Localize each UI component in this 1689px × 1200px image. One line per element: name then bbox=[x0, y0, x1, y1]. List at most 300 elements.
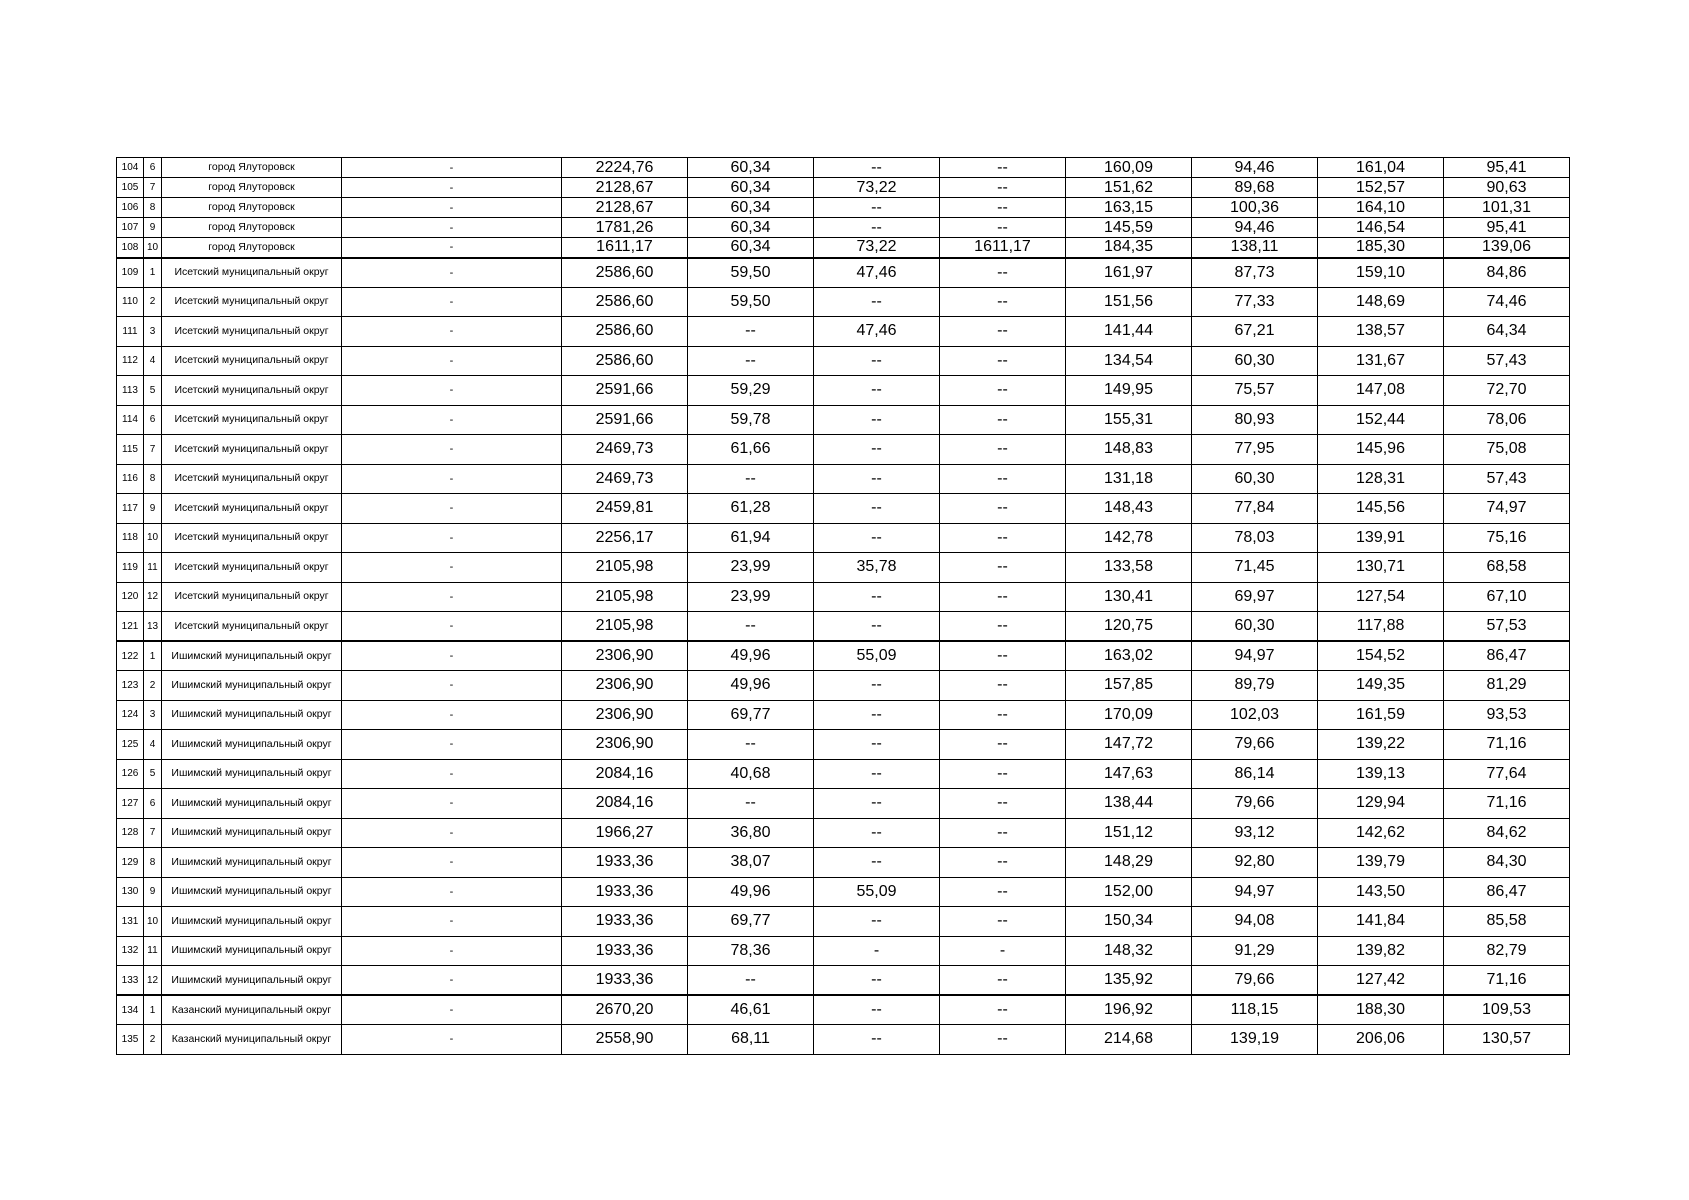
cell-v5: 163,15 bbox=[1066, 198, 1192, 218]
cell-v7: 141,84 bbox=[1318, 907, 1444, 937]
cell-n2: 4 bbox=[144, 730, 162, 760]
cell-v5: 138,44 bbox=[1066, 789, 1192, 819]
cell-n2: 10 bbox=[144, 523, 162, 553]
cell-v2: 49,96 bbox=[688, 877, 814, 907]
cell-v7: 159,10 bbox=[1318, 258, 1444, 288]
cell-v5: 151,62 bbox=[1066, 178, 1192, 198]
cell-v5: 170,09 bbox=[1066, 700, 1192, 730]
cell-v5: 135,92 bbox=[1066, 966, 1192, 996]
cell-v1: 2591,66 bbox=[562, 376, 688, 406]
table-row bbox=[117, 218, 1570, 238]
cell-v2: 69,77 bbox=[688, 700, 814, 730]
cell-v7: 139,13 bbox=[1318, 759, 1444, 789]
cell-v1: 1933,36 bbox=[562, 936, 688, 966]
cell-v7: 152,44 bbox=[1318, 405, 1444, 435]
cell-v5: 163,02 bbox=[1066, 641, 1192, 671]
cell-v4: -- bbox=[940, 287, 1066, 317]
cell-v3: -- bbox=[814, 789, 940, 819]
cell-v3: -- bbox=[814, 848, 940, 878]
cell-n1: 119 bbox=[117, 553, 144, 583]
cell-v3: -- bbox=[814, 158, 940, 178]
cell-v5: 155,31 bbox=[1066, 405, 1192, 435]
cell-v6: 77,33 bbox=[1192, 287, 1318, 317]
cell-n1: 120 bbox=[117, 582, 144, 612]
table-row bbox=[117, 641, 1570, 671]
cell-v1: 2459,81 bbox=[562, 494, 688, 524]
cell-v6: 67,21 bbox=[1192, 317, 1318, 347]
cell-v3: -- bbox=[814, 966, 940, 996]
cell-v6: 75,57 bbox=[1192, 376, 1318, 406]
cell-v8: 95,41 bbox=[1444, 158, 1570, 178]
cell-v6: 92,80 bbox=[1192, 848, 1318, 878]
cell-v7: 152,57 bbox=[1318, 178, 1444, 198]
cell-v7: 147,08 bbox=[1318, 376, 1444, 406]
cell-n2: 12 bbox=[144, 966, 162, 996]
cell-v5: 142,78 bbox=[1066, 523, 1192, 553]
cell-v2: 59,29 bbox=[688, 376, 814, 406]
cell-name: Казанский муниципальный округ bbox=[162, 1025, 342, 1055]
cell-v6: 94,97 bbox=[1192, 641, 1318, 671]
cell-v2: 49,96 bbox=[688, 641, 814, 671]
cell-n1: 127 bbox=[117, 789, 144, 819]
cell-v4: -- bbox=[940, 995, 1066, 1025]
cell-v1: 2256,17 bbox=[562, 523, 688, 553]
cell-v8: 71,16 bbox=[1444, 789, 1570, 819]
cell-v6: 77,84 bbox=[1192, 494, 1318, 524]
table-row bbox=[117, 818, 1570, 848]
table-row bbox=[117, 464, 1570, 494]
cell-col4: - bbox=[342, 789, 562, 819]
cell-name: Исетский муниципальный округ bbox=[162, 553, 342, 583]
cell-v2: 59,50 bbox=[688, 287, 814, 317]
cell-name: Ишимский муниципальный округ bbox=[162, 700, 342, 730]
table-row bbox=[117, 995, 1570, 1025]
cell-v2: 61,66 bbox=[688, 435, 814, 465]
cell-v1: 2591,66 bbox=[562, 405, 688, 435]
cell-n1: 129 bbox=[117, 848, 144, 878]
cell-n2: 4 bbox=[144, 346, 162, 376]
cell-name: Исетский муниципальный округ bbox=[162, 464, 342, 494]
cell-v6: 89,79 bbox=[1192, 671, 1318, 701]
cell-v4: -- bbox=[940, 218, 1066, 238]
cell-v4: -- bbox=[940, 494, 1066, 524]
cell-n2: 8 bbox=[144, 198, 162, 218]
table-row bbox=[117, 178, 1570, 198]
cell-n1: 130 bbox=[117, 877, 144, 907]
cell-v7: 129,94 bbox=[1318, 789, 1444, 819]
cell-n1: 133 bbox=[117, 966, 144, 996]
cell-col4: - bbox=[342, 612, 562, 642]
cell-n2: 11 bbox=[144, 553, 162, 583]
cell-v2: 69,77 bbox=[688, 907, 814, 937]
cell-col4: - bbox=[342, 317, 562, 347]
cell-v5: 149,95 bbox=[1066, 376, 1192, 406]
cell-n1: 121 bbox=[117, 612, 144, 642]
cell-v3: -- bbox=[814, 730, 940, 760]
cell-v2: 60,34 bbox=[688, 238, 814, 258]
table-row bbox=[117, 158, 1570, 178]
cell-v8: 90,63 bbox=[1444, 178, 1570, 198]
cell-v1: 2224,76 bbox=[562, 158, 688, 178]
cell-v8: 84,30 bbox=[1444, 848, 1570, 878]
cell-col4: - bbox=[342, 198, 562, 218]
cell-name: Ишимский муниципальный округ bbox=[162, 818, 342, 848]
cell-col4: - bbox=[342, 494, 562, 524]
cell-v7: 143,50 bbox=[1318, 877, 1444, 907]
cell-name: Ишимский муниципальный округ bbox=[162, 966, 342, 996]
table-row bbox=[117, 789, 1570, 819]
tariff-table bbox=[116, 157, 1570, 1055]
cell-v2: 60,34 bbox=[688, 178, 814, 198]
table-row bbox=[117, 907, 1570, 937]
cell-n2: 3 bbox=[144, 700, 162, 730]
cell-v8: 75,16 bbox=[1444, 523, 1570, 553]
cell-name: Исетский муниципальный округ bbox=[162, 376, 342, 406]
cell-v5: 148,43 bbox=[1066, 494, 1192, 524]
cell-n2: 11 bbox=[144, 936, 162, 966]
cell-n1: 105 bbox=[117, 178, 144, 198]
table-row bbox=[117, 612, 1570, 642]
cell-col4: - bbox=[342, 178, 562, 198]
cell-v4: -- bbox=[940, 258, 1066, 288]
cell-name: Исетский муниципальный округ bbox=[162, 258, 342, 288]
cell-v1: 1933,36 bbox=[562, 877, 688, 907]
cell-name: Ишимский муниципальный округ bbox=[162, 641, 342, 671]
table-row bbox=[117, 848, 1570, 878]
cell-n2: 1 bbox=[144, 258, 162, 288]
cell-v4: -- bbox=[940, 198, 1066, 218]
cell-v5: 147,63 bbox=[1066, 759, 1192, 789]
cell-v8: 109,53 bbox=[1444, 995, 1570, 1025]
cell-v8: 139,06 bbox=[1444, 238, 1570, 258]
cell-v3: -- bbox=[814, 464, 940, 494]
cell-n1: 125 bbox=[117, 730, 144, 760]
cell-v2: 60,34 bbox=[688, 218, 814, 238]
cell-col4: - bbox=[342, 523, 562, 553]
cell-v2: 49,96 bbox=[688, 671, 814, 701]
cell-n2: 2 bbox=[144, 671, 162, 701]
cell-v8: 57,43 bbox=[1444, 464, 1570, 494]
cell-v7: 117,88 bbox=[1318, 612, 1444, 642]
cell-v8: 67,10 bbox=[1444, 582, 1570, 612]
cell-v7: 161,04 bbox=[1318, 158, 1444, 178]
cell-v5: 196,92 bbox=[1066, 995, 1192, 1025]
cell-v7: 127,42 bbox=[1318, 966, 1444, 996]
cell-n2: 10 bbox=[144, 238, 162, 258]
cell-col4: - bbox=[342, 435, 562, 465]
cell-v7: 149,35 bbox=[1318, 671, 1444, 701]
cell-v7: 161,59 bbox=[1318, 700, 1444, 730]
cell-n1: 114 bbox=[117, 405, 144, 435]
cell-col4: - bbox=[342, 759, 562, 789]
cell-v5: 148,32 bbox=[1066, 936, 1192, 966]
cell-v8: 72,70 bbox=[1444, 376, 1570, 406]
cell-v6: 79,66 bbox=[1192, 730, 1318, 760]
cell-v7: 146,54 bbox=[1318, 218, 1444, 238]
cell-v5: 141,44 bbox=[1066, 317, 1192, 347]
cell-v6: 80,93 bbox=[1192, 405, 1318, 435]
cell-v2: 61,94 bbox=[688, 523, 814, 553]
cell-name: город Ялуторовск bbox=[162, 238, 342, 258]
cell-v2: -- bbox=[688, 464, 814, 494]
cell-v4: -- bbox=[940, 700, 1066, 730]
cell-n1: 128 bbox=[117, 818, 144, 848]
cell-n1: 109 bbox=[117, 258, 144, 288]
cell-v2: 23,99 bbox=[688, 553, 814, 583]
cell-v8: 57,43 bbox=[1444, 346, 1570, 376]
cell-v3: -- bbox=[814, 582, 940, 612]
cell-v7: 139,79 bbox=[1318, 848, 1444, 878]
cell-v7: 188,30 bbox=[1318, 995, 1444, 1025]
cell-n2: 10 bbox=[144, 907, 162, 937]
cell-n2: 1 bbox=[144, 641, 162, 671]
cell-v5: 148,83 bbox=[1066, 435, 1192, 465]
cell-n1: 135 bbox=[117, 1025, 144, 1055]
cell-col4: - bbox=[342, 848, 562, 878]
cell-name: Ишимский муниципальный округ bbox=[162, 759, 342, 789]
cell-v6: 94,46 bbox=[1192, 218, 1318, 238]
cell-n1: 107 bbox=[117, 218, 144, 238]
cell-v5: 120,75 bbox=[1066, 612, 1192, 642]
cell-n2: 5 bbox=[144, 759, 162, 789]
cell-v5: 214,68 bbox=[1066, 1025, 1192, 1055]
cell-v6: 79,66 bbox=[1192, 789, 1318, 819]
cell-col4: - bbox=[342, 287, 562, 317]
cell-n1: 126 bbox=[117, 759, 144, 789]
cell-v6: 60,30 bbox=[1192, 346, 1318, 376]
cell-v4: 1611,17 bbox=[940, 238, 1066, 258]
cell-v1: 2128,67 bbox=[562, 178, 688, 198]
cell-v2: -- bbox=[688, 346, 814, 376]
cell-v3: -- bbox=[814, 346, 940, 376]
cell-v6: 87,73 bbox=[1192, 258, 1318, 288]
cell-n2: 2 bbox=[144, 1025, 162, 1055]
cell-name: Казанский муниципальный округ bbox=[162, 995, 342, 1025]
cell-v7: 130,71 bbox=[1318, 553, 1444, 583]
cell-n2: 7 bbox=[144, 178, 162, 198]
cell-v2: 61,28 bbox=[688, 494, 814, 524]
cell-name: Ишимский муниципальный округ bbox=[162, 671, 342, 701]
cell-col4: - bbox=[342, 1025, 562, 1055]
cell-col4: - bbox=[342, 641, 562, 671]
cell-v8: 85,58 bbox=[1444, 907, 1570, 937]
cell-v5: 145,59 bbox=[1066, 218, 1192, 238]
cell-v4: -- bbox=[940, 818, 1066, 848]
cell-n2: 5 bbox=[144, 376, 162, 406]
cell-v6: 94,46 bbox=[1192, 158, 1318, 178]
cell-v4: -- bbox=[940, 759, 1066, 789]
cell-v7: 139,22 bbox=[1318, 730, 1444, 760]
cell-n2: 6 bbox=[144, 789, 162, 819]
cell-name: Исетский муниципальный округ bbox=[162, 494, 342, 524]
cell-n1: 112 bbox=[117, 346, 144, 376]
cell-v8: 130,57 bbox=[1444, 1025, 1570, 1055]
cell-name: город Ялуторовск bbox=[162, 158, 342, 178]
cell-v7: 185,30 bbox=[1318, 238, 1444, 258]
cell-v7: 145,96 bbox=[1318, 435, 1444, 465]
cell-n1: 122 bbox=[117, 641, 144, 671]
cell-v4: -- bbox=[940, 553, 1066, 583]
cell-v1: 2105,98 bbox=[562, 582, 688, 612]
cell-v4: -- bbox=[940, 671, 1066, 701]
cell-col4: - bbox=[342, 258, 562, 288]
cell-v2: -- bbox=[688, 730, 814, 760]
table-row bbox=[117, 198, 1570, 218]
cell-col4: - bbox=[342, 907, 562, 937]
cell-n1: 117 bbox=[117, 494, 144, 524]
cell-v1: 2128,67 bbox=[562, 198, 688, 218]
cell-v8: 77,64 bbox=[1444, 759, 1570, 789]
cell-n2: 8 bbox=[144, 464, 162, 494]
table-row bbox=[117, 435, 1570, 465]
cell-v1: 2084,16 bbox=[562, 759, 688, 789]
cell-col4: - bbox=[342, 818, 562, 848]
cell-n2: 3 bbox=[144, 317, 162, 347]
cell-n1: 111 bbox=[117, 317, 144, 347]
cell-v4: -- bbox=[940, 582, 1066, 612]
cell-v8: 71,16 bbox=[1444, 966, 1570, 996]
cell-col4: - bbox=[342, 966, 562, 996]
cell-v8: 93,53 bbox=[1444, 700, 1570, 730]
cell-v6: 86,14 bbox=[1192, 759, 1318, 789]
cell-n1: 124 bbox=[117, 700, 144, 730]
cell-v1: 2084,16 bbox=[562, 789, 688, 819]
cell-v5: 133,58 bbox=[1066, 553, 1192, 583]
cell-name: Ишимский муниципальный округ bbox=[162, 907, 342, 937]
cell-v4: -- bbox=[940, 730, 1066, 760]
cell-v5: 160,09 bbox=[1066, 158, 1192, 178]
cell-v7: 206,06 bbox=[1318, 1025, 1444, 1055]
cell-v7: 131,67 bbox=[1318, 346, 1444, 376]
cell-v7: 139,82 bbox=[1318, 936, 1444, 966]
cell-name: Исетский муниципальный округ bbox=[162, 523, 342, 553]
cell-v4: -- bbox=[940, 877, 1066, 907]
cell-v3: 73,22 bbox=[814, 238, 940, 258]
cell-v5: 134,54 bbox=[1066, 346, 1192, 376]
cell-v7: 128,31 bbox=[1318, 464, 1444, 494]
cell-n1: 115 bbox=[117, 435, 144, 465]
cell-v2: 40,68 bbox=[688, 759, 814, 789]
cell-v3: -- bbox=[814, 700, 940, 730]
cell-v4: -- bbox=[940, 789, 1066, 819]
cell-v8: 84,62 bbox=[1444, 818, 1570, 848]
table-row bbox=[117, 258, 1570, 288]
cell-name: Исетский муниципальный округ bbox=[162, 317, 342, 347]
cell-v4: -- bbox=[940, 178, 1066, 198]
cell-v8: 68,58 bbox=[1444, 553, 1570, 583]
cell-n2: 6 bbox=[144, 405, 162, 435]
cell-v4: -- bbox=[940, 405, 1066, 435]
cell-name: город Ялуторовск bbox=[162, 178, 342, 198]
cell-v8: 101,31 bbox=[1444, 198, 1570, 218]
cell-v4: -- bbox=[940, 464, 1066, 494]
cell-v6: 79,66 bbox=[1192, 966, 1318, 996]
cell-col4: - bbox=[342, 995, 562, 1025]
cell-v3: -- bbox=[814, 405, 940, 435]
cell-v4: -- bbox=[940, 848, 1066, 878]
cell-n2: 9 bbox=[144, 494, 162, 524]
cell-v2: -- bbox=[688, 612, 814, 642]
cell-v3: 55,09 bbox=[814, 877, 940, 907]
cell-v7: 139,91 bbox=[1318, 523, 1444, 553]
cell-v5: 161,97 bbox=[1066, 258, 1192, 288]
cell-v1: 2586,60 bbox=[562, 317, 688, 347]
cell-v8: 74,46 bbox=[1444, 287, 1570, 317]
cell-v4: -- bbox=[940, 523, 1066, 553]
cell-v1: 1933,36 bbox=[562, 907, 688, 937]
cell-v8: 86,47 bbox=[1444, 641, 1570, 671]
cell-v6: 139,19 bbox=[1192, 1025, 1318, 1055]
table-row bbox=[117, 523, 1570, 553]
table-row bbox=[117, 317, 1570, 347]
cell-n2: 7 bbox=[144, 818, 162, 848]
cell-name: Исетский муниципальный округ bbox=[162, 582, 342, 612]
cell-v6: 102,03 bbox=[1192, 700, 1318, 730]
cell-v4: -- bbox=[940, 612, 1066, 642]
cell-v6: 91,29 bbox=[1192, 936, 1318, 966]
cell-v2: 60,34 bbox=[688, 198, 814, 218]
table-row bbox=[117, 1025, 1570, 1055]
cell-n2: 13 bbox=[144, 612, 162, 642]
table-row bbox=[117, 936, 1570, 966]
cell-n2: 1 bbox=[144, 995, 162, 1025]
cell-n1: 131 bbox=[117, 907, 144, 937]
cell-v2: -- bbox=[688, 317, 814, 347]
cell-n2: 9 bbox=[144, 218, 162, 238]
cell-n1: 113 bbox=[117, 376, 144, 406]
table-row bbox=[117, 376, 1570, 406]
cell-v4: -- bbox=[940, 346, 1066, 376]
cell-n1: 118 bbox=[117, 523, 144, 553]
table-row bbox=[117, 582, 1570, 612]
cell-v3: -- bbox=[814, 198, 940, 218]
cell-v4: -- bbox=[940, 376, 1066, 406]
cell-col4: - bbox=[342, 405, 562, 435]
cell-v4: -- bbox=[940, 641, 1066, 671]
cell-v3: -- bbox=[814, 671, 940, 701]
cell-v1: 1933,36 bbox=[562, 848, 688, 878]
cell-v4: -- bbox=[940, 435, 1066, 465]
cell-col4: - bbox=[342, 346, 562, 376]
table-row bbox=[117, 494, 1570, 524]
cell-v1: 2558,90 bbox=[562, 1025, 688, 1055]
cell-v8: 64,34 bbox=[1444, 317, 1570, 347]
cell-v6: 69,97 bbox=[1192, 582, 1318, 612]
cell-v6: 60,30 bbox=[1192, 612, 1318, 642]
cell-col4: - bbox=[342, 671, 562, 701]
cell-v7: 142,62 bbox=[1318, 818, 1444, 848]
cell-v8: 82,79 bbox=[1444, 936, 1570, 966]
cell-v1: 2586,60 bbox=[562, 287, 688, 317]
cell-v5: 147,72 bbox=[1066, 730, 1192, 760]
cell-v2: 68,11 bbox=[688, 1025, 814, 1055]
cell-v4: -- bbox=[940, 966, 1066, 996]
cell-v8: 57,53 bbox=[1444, 612, 1570, 642]
table-row bbox=[117, 730, 1570, 760]
cell-v7: 145,56 bbox=[1318, 494, 1444, 524]
cell-col4: - bbox=[342, 936, 562, 966]
cell-v3: -- bbox=[814, 494, 940, 524]
table-row bbox=[117, 405, 1570, 435]
cell-v5: 148,29 bbox=[1066, 848, 1192, 878]
table-row bbox=[117, 238, 1570, 258]
cell-v1: 2586,60 bbox=[562, 258, 688, 288]
cell-v3: - bbox=[814, 936, 940, 966]
cell-col4: - bbox=[342, 376, 562, 406]
cell-n1: 108 bbox=[117, 238, 144, 258]
cell-v5: 151,56 bbox=[1066, 287, 1192, 317]
cell-v3: -- bbox=[814, 218, 940, 238]
